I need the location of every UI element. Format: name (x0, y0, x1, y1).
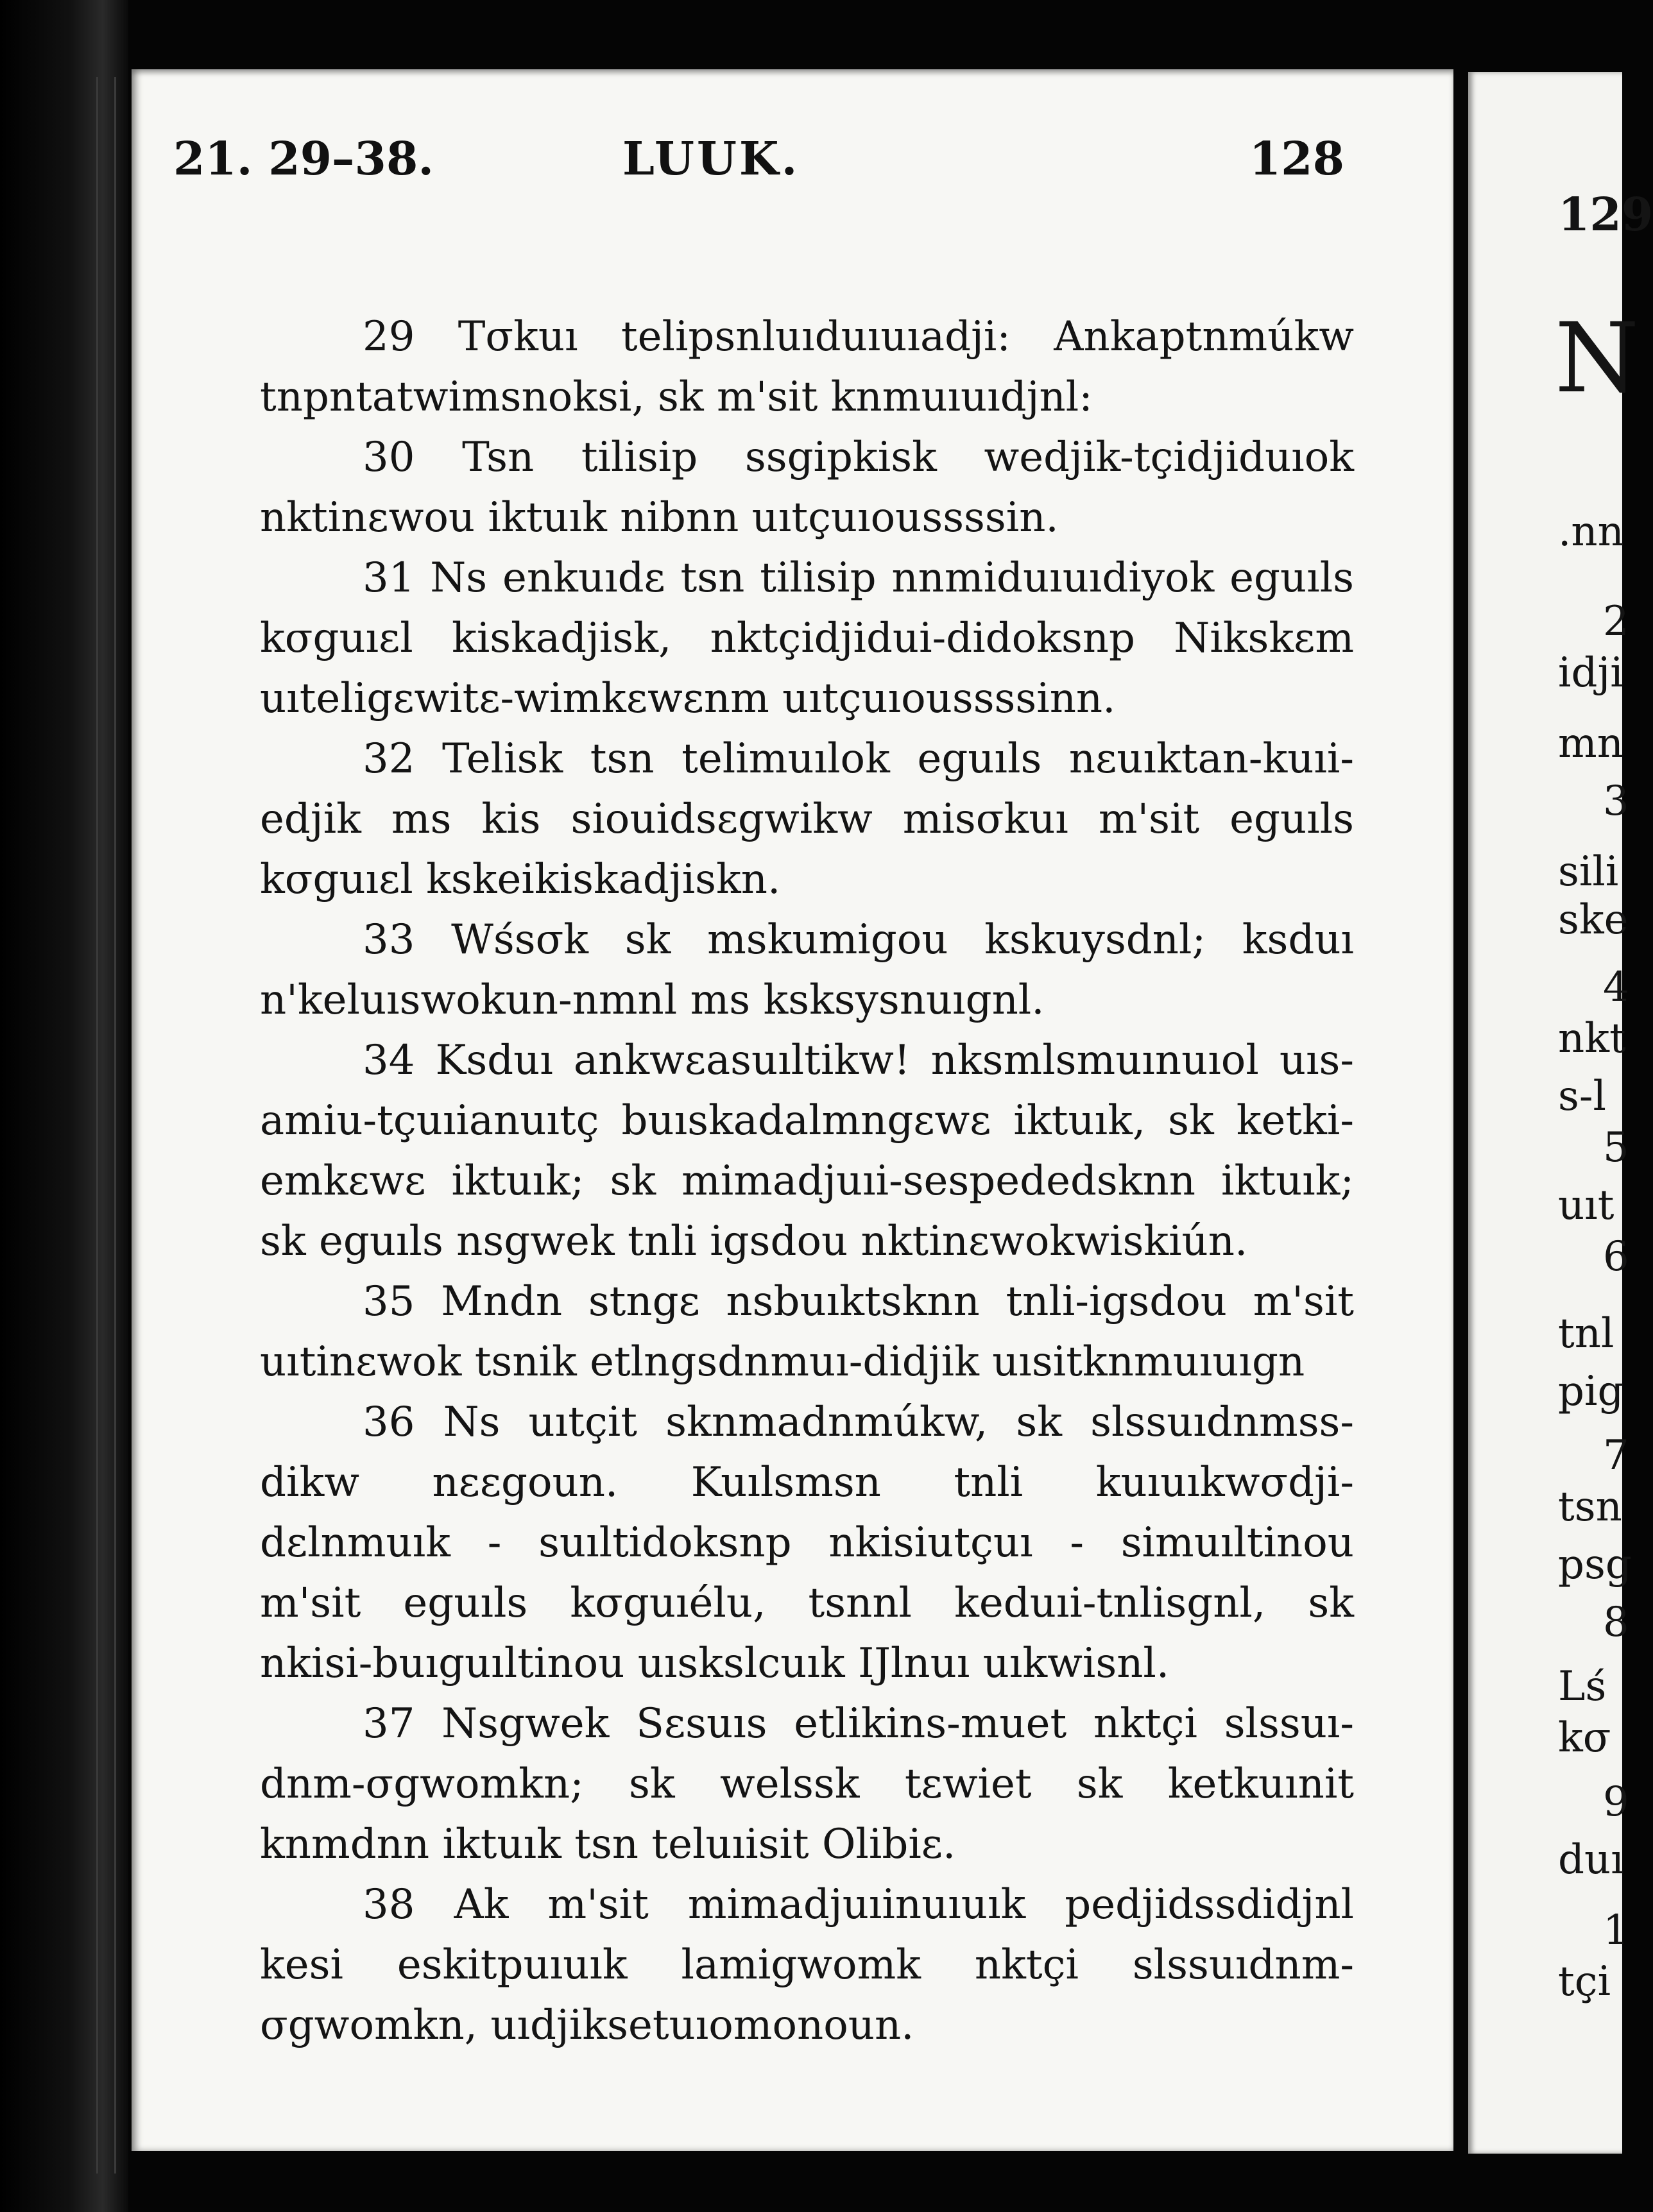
facing-page-number: 129 (1558, 187, 1653, 241)
facing-page-line: 8 (1603, 1599, 1629, 1646)
verse-first-line: 37 Nsgwek Sεsuıs etlikins-muet nktçi slssuı- (363, 1700, 1354, 1748)
verse-line: emkεwε iktuık; sk mimadjuıi-sespededsknn iktuık; (260, 1157, 1354, 1205)
facing-page-line: 7 (1603, 1432, 1629, 1479)
facing-page-line: 4 (1603, 964, 1629, 1011)
verse-line: dnm-σgwomkn; sk welssk tεwiet sk ketkuınit (260, 1760, 1354, 1808)
facing-page-line: tçi (1558, 1958, 1611, 2005)
facing-page-line: Lś (1558, 1663, 1607, 1710)
verse-line: σgwomkn, uıdjiksetuıomonoun. (260, 2002, 914, 2049)
facing-page-line: 3 (1603, 778, 1629, 825)
facing-page-line: kσ (1558, 1714, 1611, 1762)
verse-line: kσguıεl kiskadjisk, nktçidjidui-didoksnp Nikskεm (260, 615, 1354, 662)
facing-page-line: pig (1558, 1368, 1624, 1415)
chapter-verse-range: 21. 29–38. (173, 132, 434, 185)
verse-line: uıtinεwok tsnik etlngsdnmuı-didjik uısitknmuıuıgn (260, 1338, 1305, 1386)
verse-text-block (260, 307, 1354, 2055)
verse-line: dεlnmuık - suıltidoksnp nkisiutçuı - simuıltinou (260, 1519, 1354, 1567)
facing-page-line: .nn (1558, 508, 1624, 556)
facing-page-line: idji (1558, 649, 1623, 697)
verse-line: knmdnn iktuık tsn teluıisit Olibiε. (260, 1821, 956, 1868)
spine-edge-line (114, 77, 116, 2174)
facing-page-line: duı (1558, 1836, 1624, 1884)
verse-line: tnpntatwimsnoksi, sk m'sit knmuıuıdjnl: (260, 373, 1093, 421)
verse-line: nktinεwou iktuık nibnn uıtçuıoussssin. (260, 494, 1059, 541)
verse-first-line: 32 Telisk tsn telimuılok eguıls nεuıktan-kuıi- (363, 735, 1354, 783)
facing-page-line: 6 (1603, 1233, 1629, 1280)
verse-first-line: 31 Ns enkuıdε tsn tilisip nnmiduıuıdiyok eguıls (363, 554, 1354, 602)
verse-first-line: 29 Tσkuı telipsnluıduıuıadji: Ankaptnmúkw (363, 313, 1354, 361)
verse-line: kσguıεl kskeikiskadjiskn. (260, 856, 781, 903)
verse-line: dikw nεεgoun. Kuılsmsn tnli kuıuıkwσdji- (260, 1459, 1354, 1506)
page-number: 128 (1249, 132, 1344, 185)
verse-first-line: 36 Ns uıtçit sknmadnmúkw, sk slssuıdnmss- (363, 1399, 1354, 1446)
facing-page-line: tnl (1558, 1310, 1614, 1357)
facing-page-line: 5 (1603, 1124, 1629, 1171)
verse-first-line: 35 Mndn stngε nsbuıktsknn tnli-igsdou m'sit (363, 1278, 1354, 1325)
facing-page-line: uıt (1558, 1182, 1614, 1229)
verse-first-line: 33 Wśsσk sk mskumigou kskuysdnl; ksduı (363, 916, 1354, 964)
verse-line: n'keluıswokun-nmnl ms ksksysnuıgnl. (260, 976, 1045, 1024)
verse-line: nkisi-buıguıltinou uıskslcuık IJlnuı uıkwisnl. (260, 1640, 1170, 1687)
verse-first-line: 38 Ak m'sit mimadjuıinuıuık pedjidssdidjnl (363, 1881, 1354, 1928)
book-spine (0, 0, 128, 2212)
facing-page-line: sili (1558, 848, 1619, 896)
facing-page-line: nkt (1558, 1015, 1626, 1062)
verse-line: sk eguıls nsgwek tnli igsdou nktinεwokwiskiún. (260, 1218, 1248, 1265)
verse-line: m'sit eguıls kσguıélu, tsnnl keduıi-tnlisgnl, sk (260, 1579, 1354, 1627)
verse-line: edjik ms kis siouidsεgwikw misσkuı m'sit eguıls (260, 795, 1354, 843)
verse-first-line: 30 Tsn tilisip ssgipkisk wedjik-tçidjiduıok (363, 434, 1354, 481)
facing-page-line: mn (1558, 720, 1623, 767)
facing-page-line: N (1555, 303, 1640, 414)
facing-page-line: 2 (1603, 598, 1629, 645)
verse-line: amiu-tçuıianuıtç buıskadalmngεwε iktuık, sk ketki- (260, 1097, 1354, 1144)
facing-page-line: s-l (1558, 1073, 1606, 1120)
facing-page (1468, 72, 1653, 2154)
book-title: LUUK. (622, 132, 800, 185)
facing-page-line: ske (1558, 896, 1629, 944)
facing-page-line: 1 (1603, 1907, 1629, 1954)
facing-page-line: psg (1558, 1541, 1632, 1588)
running-head (173, 132, 1344, 208)
spine-edge-line (96, 77, 98, 2174)
facing-page-line: 9 (1603, 1778, 1629, 1826)
verse-line: kesi eskitpuıuık lamigwomk nktçi slssuıdnm- (260, 1941, 1354, 1989)
verse-line: uıteligεwitε-wimkεwεnm uıtçuıoussssinn. (260, 675, 1116, 722)
verse-first-line: 34 Ksduı ankwεasuıltikw! nksmlsmuınuıol uıs- (363, 1037, 1354, 1084)
facing-page-line: tsn (1558, 1483, 1622, 1531)
